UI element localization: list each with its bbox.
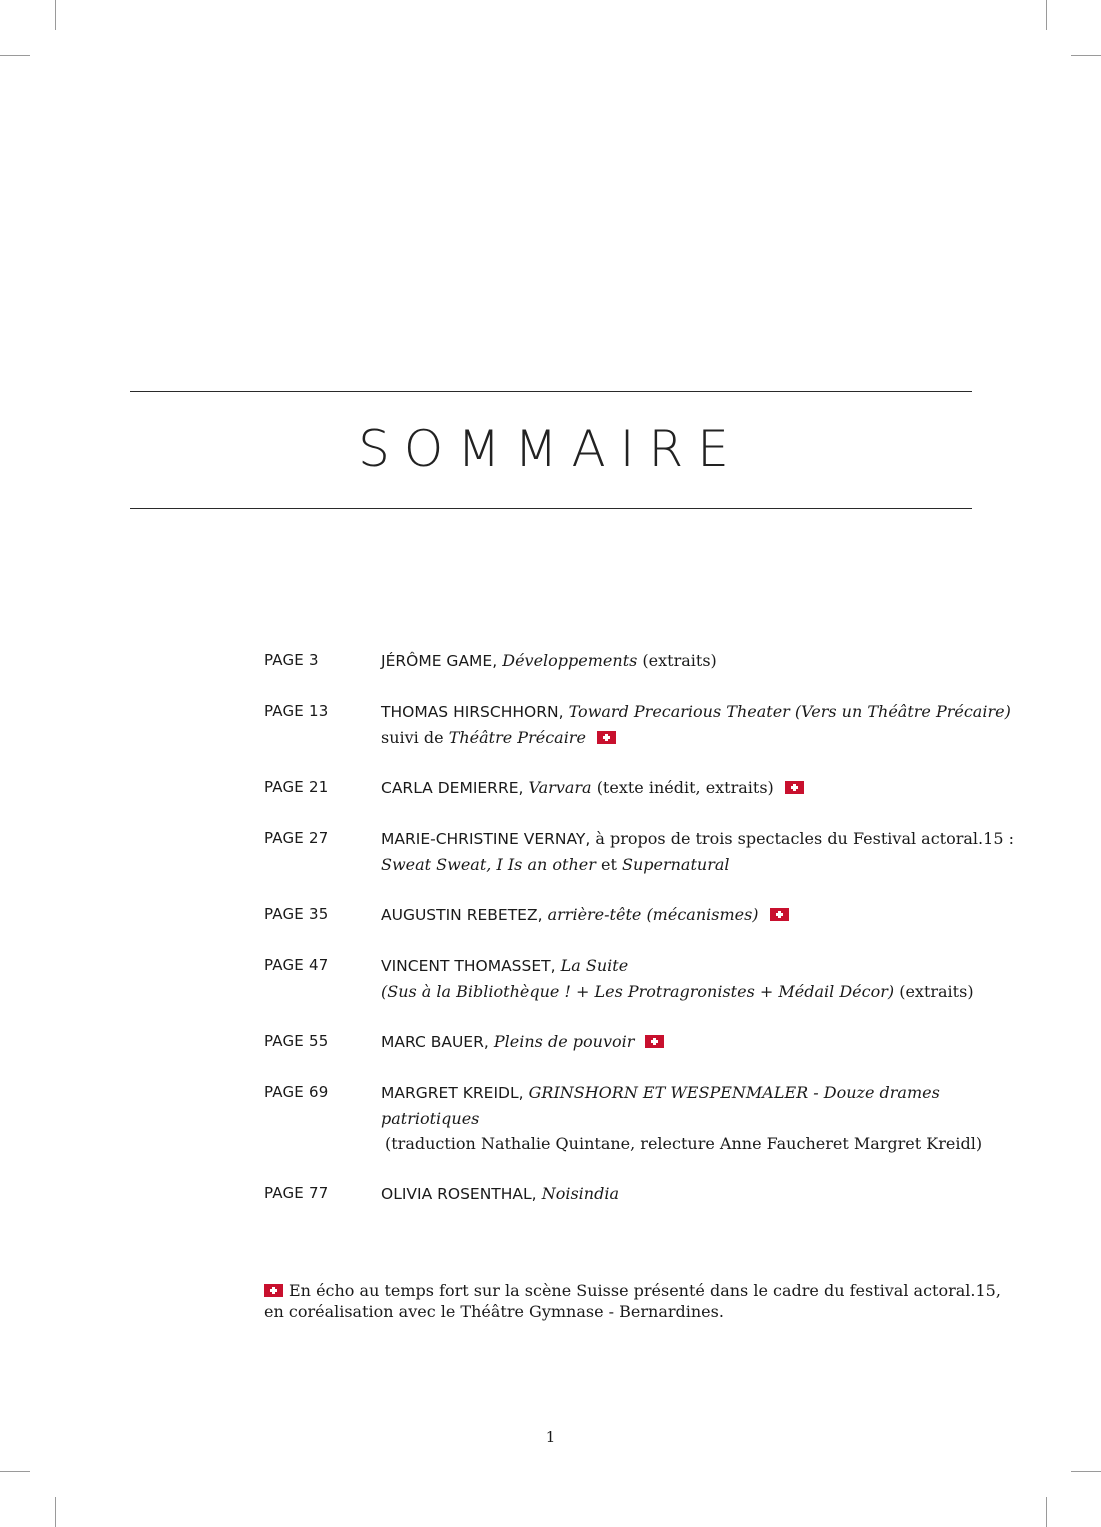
toc-page: PAGE 55: [264, 1032, 329, 1050]
toc-author: THOMAS HIRSCHHORN,: [381, 703, 564, 721]
toc-author: CARLA DEMIERRE,: [381, 779, 524, 797]
toc-note: suivi de: [381, 728, 444, 747]
toc-work: Varvara: [528, 778, 592, 797]
toc-entry[interactable]: [264, 775, 1024, 801]
page-number: 1: [545, 1428, 556, 1446]
bottom-rule: [130, 508, 972, 509]
top-rule: [130, 391, 972, 392]
crop-mark: [0, 55, 30, 56]
crop-mark: [1071, 1471, 1101, 1472]
toc-author: AUGUSTIN REBETEZ,: [381, 906, 543, 924]
page-title: SOMMAIRE: [358, 420, 743, 478]
toc-entry[interactable]: [264, 826, 1024, 877]
toc-entry[interactable]: [264, 699, 1024, 750]
toc-work: Noisindia: [541, 1184, 619, 1203]
toc-entry[interactable]: [264, 1080, 1024, 1156]
toc-work: Toward Precarious Theater (Vers un Théâtre Précaire): [568, 702, 1011, 721]
swiss-flag-icon: [645, 1035, 664, 1048]
toc-work: La Suite: [560, 956, 629, 975]
toc-author: MARC BAUER,: [381, 1033, 489, 1051]
footnote-line: en coréalisation avec le Théâtre Gymnase - Bernardines.: [264, 1302, 724, 1321]
toc-work: Développements: [502, 651, 638, 670]
toc-work: GRINSHORN ET WESPENMALER - Douze drames patriotiques: [381, 1083, 940, 1128]
toc-work: Théâtre Précaire: [448, 728, 586, 747]
toc-note: (extraits): [642, 651, 717, 670]
table-of-contents: [264, 648, 1024, 1232]
toc-work: Sweat Sweat, I Is an other: [381, 855, 596, 874]
toc-note: à propos de trois spectacles du Festival actoral.15 :: [595, 829, 1014, 848]
toc-page: PAGE 35: [264, 905, 329, 923]
swiss-flag-icon: [770, 908, 789, 921]
toc-work: arrière-tête (mécanismes): [547, 905, 759, 924]
toc-entry[interactable]: [264, 648, 1024, 674]
toc-work: Pleins de pouvoir: [493, 1032, 635, 1051]
toc-author: VINCENT THOMASSET,: [381, 957, 556, 975]
toc-page: PAGE 3: [264, 651, 319, 669]
toc-author: MARIE-CHRISTINE VERNAY,: [381, 830, 591, 848]
footnote-line: En écho au temps fort sur la scène Suisse présenté dans le cadre du festival actoral.15,: [289, 1281, 1001, 1300]
swiss-flag-icon: [264, 1284, 283, 1297]
toc-work: Supernatural: [621, 855, 730, 874]
toc-page: PAGE 27: [264, 829, 329, 847]
crop-mark: [1046, 0, 1047, 30]
toc-page: PAGE 69: [264, 1083, 329, 1101]
toc-entry[interactable]: [264, 1029, 1024, 1055]
swiss-flag-icon: [785, 781, 804, 794]
toc-page: PAGE 13: [264, 702, 329, 720]
crop-mark: [1046, 1497, 1047, 1527]
crop-mark: [0, 1471, 30, 1472]
toc-page: PAGE 77: [264, 1184, 329, 1202]
crop-mark: [55, 0, 56, 30]
toc-note: (extraits): [899, 982, 974, 1001]
toc-entry[interactable]: [264, 953, 1024, 1004]
toc-note: (texte inédit, extraits): [596, 778, 774, 797]
toc-work: (Sus à la Bibliothèque ! + Les Protragronistes + Médail Décor): [381, 982, 895, 1001]
toc-author: MARGRET KREIDL,: [381, 1084, 524, 1102]
toc-author: JÉRÔME GAME,: [381, 652, 498, 670]
toc-page: PAGE 21: [264, 778, 329, 796]
toc-entry[interactable]: [264, 902, 1024, 928]
toc-note: (traduction Nathalie Quintane, relecture Anne Faucheret Margret Kreidl): [385, 1134, 983, 1153]
crop-mark: [1071, 55, 1101, 56]
toc-entry[interactable]: [264, 1181, 1024, 1207]
swiss-flag-icon: [597, 731, 616, 744]
toc-page: PAGE 47: [264, 956, 329, 974]
toc-author: OLIVIA ROSENTHAL,: [381, 1185, 537, 1203]
footnote: [264, 1280, 1024, 1322]
toc-note: et: [600, 855, 617, 874]
crop-mark: [55, 1497, 56, 1527]
